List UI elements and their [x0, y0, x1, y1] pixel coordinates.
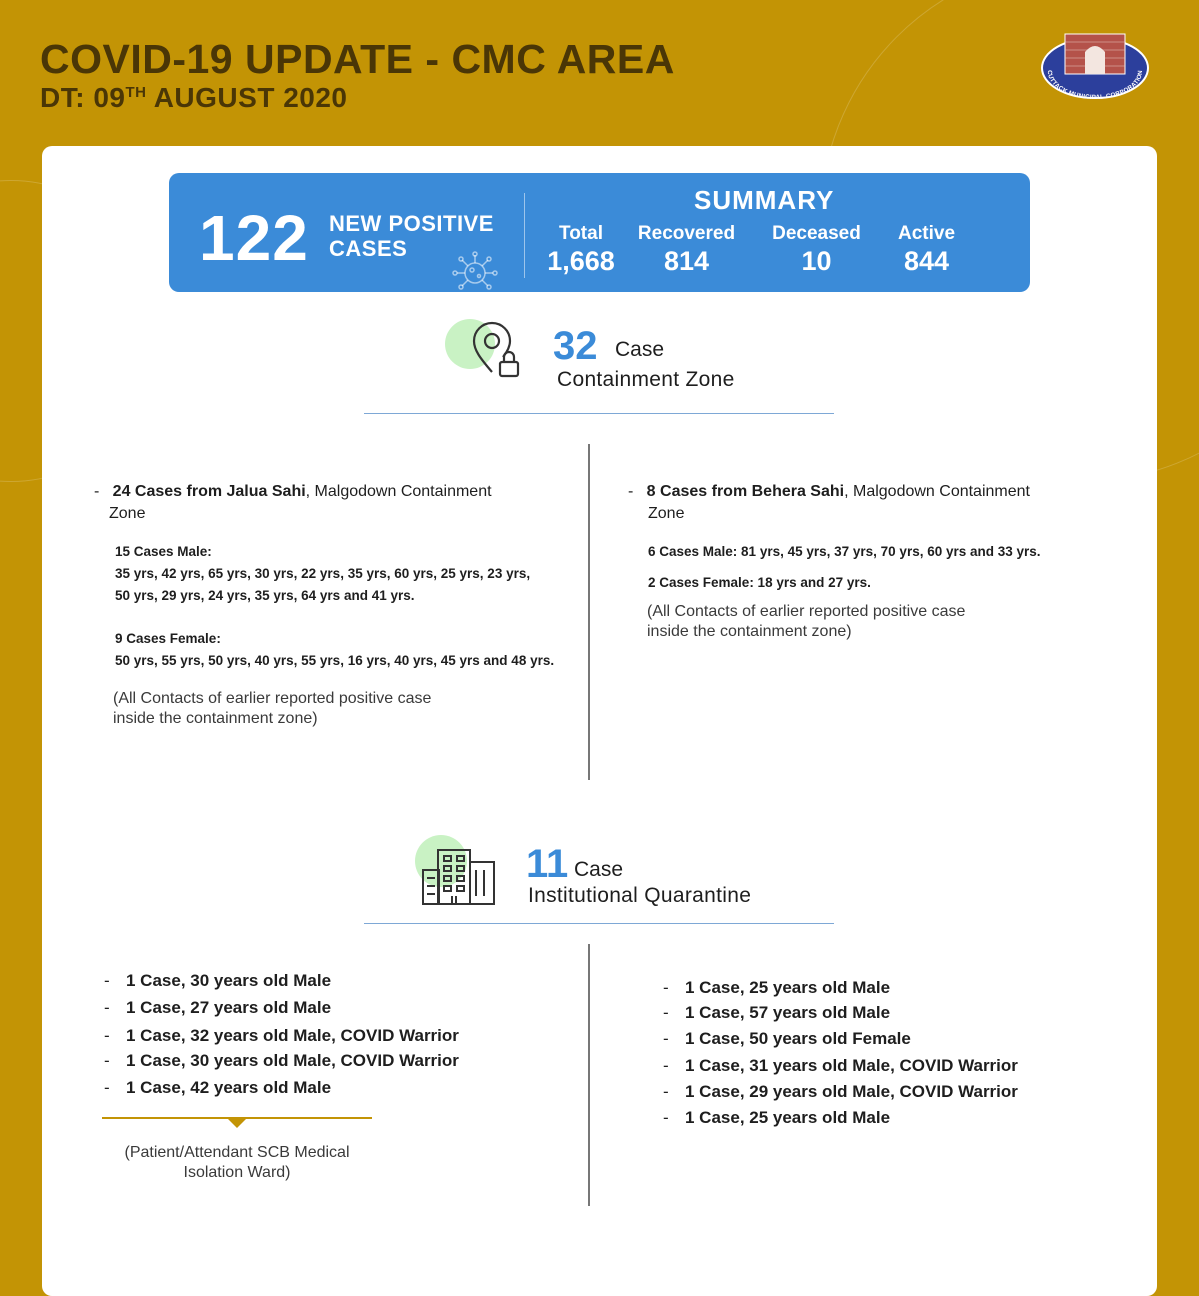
list-item: - 1 Case, 29 years old Male, COVID Warrior — [663, 1082, 1018, 1101]
list-item: - 1 Case, 31 years old Male, COVID Warrior — [663, 1056, 1018, 1075]
jalua-male-line2: 50 yrs, 29 yrs, 24 yrs, 35 yrs, 64 yrs and 41 yrs. — [115, 588, 415, 603]
jalua-note-line2: inside the containment zone) — [113, 710, 318, 727]
stat-recovered — [629, 223, 744, 277]
list-item: - 1 Case, 42 years old Male — [104, 1078, 332, 1097]
column-divider — [588, 444, 590, 780]
banner-divider — [524, 193, 525, 278]
logo-text: CUTTACK MUNICIPAL CORPORATION — [1045, 70, 1145, 102]
page-title: COVID-19 UPDATE - CMC AREA — [40, 36, 675, 82]
stat-label: Recovered — [637, 223, 736, 244]
jalua-male-line1: 35 yrs, 42 yrs, 65 yrs, 30 yrs, 22 yrs, 35 yrs, 60 yrs, 25 yrs, 23 yrs, — [115, 566, 531, 581]
stat-label: Active — [897, 223, 956, 244]
jalua-male-heading: 15 Cases Male: — [115, 544, 212, 559]
jalua-sahi-heading-rest: , Malgodown Containment — [305, 483, 492, 500]
isolation-note-line1: (Patient/Attendant SCB Medical — [124, 1144, 350, 1161]
containment-subtitle: Containment Zone — [557, 368, 735, 391]
jalua-female-heading: 9 Cases Female: — [115, 631, 221, 646]
summary-banner — [169, 173, 1030, 292]
behera-sahi-heading-line2: Zone — [648, 505, 685, 522]
column-divider — [588, 944, 590, 1206]
list-item: - 1 Case, 30 years old Male — [104, 971, 332, 990]
jalua-sahi-heading-bold: 24 Cases from Jalua Sahi — [112, 483, 306, 500]
stat-value: 844 — [903, 246, 950, 276]
quarantine-subtitle: Institutional Quarantine — [528, 884, 752, 907]
quarantine-count: 11 — [526, 842, 569, 886]
stat-deceased — [759, 223, 874, 277]
behera-male-line: 6 Cases Male: 81 yrs, 45 yrs, 37 yrs, 70 yrs, 60 yrs and 33 yrs. — [648, 544, 1041, 559]
building-icon — [414, 834, 498, 911]
stat-value: 1,668 — [547, 246, 615, 276]
list-item: - 1 Case, 32 years old Male, COVID Warrior — [104, 1026, 459, 1045]
behera-female-line: 2 Cases Female: 18 yrs and 27 yrs. — [648, 575, 871, 590]
behera-sahi-heading — [628, 481, 1098, 503]
stat-value: 10 — [801, 246, 832, 276]
new-cases-label-line1: NEW POSITIVE — [329, 211, 494, 236]
section-divider — [364, 413, 834, 414]
stat-value: 814 — [663, 246, 710, 276]
stat-total — [531, 223, 631, 277]
containment-count: 32 — [553, 324, 598, 368]
bracket-pointer — [228, 1119, 246, 1128]
list-item: - 1 Case, 25 years old Male — [663, 1108, 891, 1127]
page-date — [40, 82, 348, 114]
behera-sahi-heading-rest: , Malgodown Containment — [844, 483, 1030, 500]
jalua-female-line1: 50 yrs, 55 yrs, 50 yrs, 40 yrs, 55 yrs, 16 yrs, 40 yrs, 45 yrs and 48 yrs. — [115, 653, 555, 668]
new-cases-count: 122 — [199, 202, 309, 274]
jalua-note-line1: (All Contacts of earlier reported positive case — [113, 690, 432, 707]
behera-note-line2: inside the containment zone) — [647, 623, 852, 640]
jalua-sahi-heading — [94, 481, 564, 503]
bullet-dash: - — [94, 483, 100, 500]
list-item: - 1 Case, 30 years old Male, COVID Warrior — [104, 1051, 459, 1070]
jalua-sahi-heading-line2: Zone — [109, 505, 146, 522]
behera-sahi-heading-bold: 8 Cases from Behera Sahi — [646, 483, 845, 500]
bullet-dash: - — [628, 483, 634, 500]
section-divider — [364, 923, 834, 924]
quarantine-case-label: Case — [574, 858, 624, 881]
summary-title: SUMMARY — [694, 185, 835, 215]
stat-label: Deceased — [772, 223, 861, 244]
date-superscript: TH — [125, 84, 147, 101]
cmc-logo — [1038, 28, 1152, 102]
content-card — [42, 146, 1157, 1296]
virus-icon — [449, 251, 501, 298]
containment-case-label: Case — [615, 338, 665, 361]
date-suffix: AUGUST 2020 — [146, 82, 348, 113]
list-item: - 1 Case, 27 years old Male — [104, 998, 332, 1017]
new-cases-label-line2: CASES — [329, 236, 408, 261]
list-item: - 1 Case, 50 years old Female — [663, 1029, 911, 1048]
date-prefix: DT: 09 — [40, 82, 126, 113]
behera-note-line1: (All Contacts of earlier reported positive case — [647, 603, 966, 620]
list-item: - 1 Case, 57 years old Male — [663, 1003, 891, 1022]
stat-active — [874, 223, 979, 277]
stat-label: Total — [559, 223, 603, 244]
location-lock-icon — [444, 318, 528, 389]
list-item: - 1 Case, 25 years old Male — [663, 978, 891, 997]
isolation-note-line2: Isolation Ward) — [183, 1164, 291, 1181]
